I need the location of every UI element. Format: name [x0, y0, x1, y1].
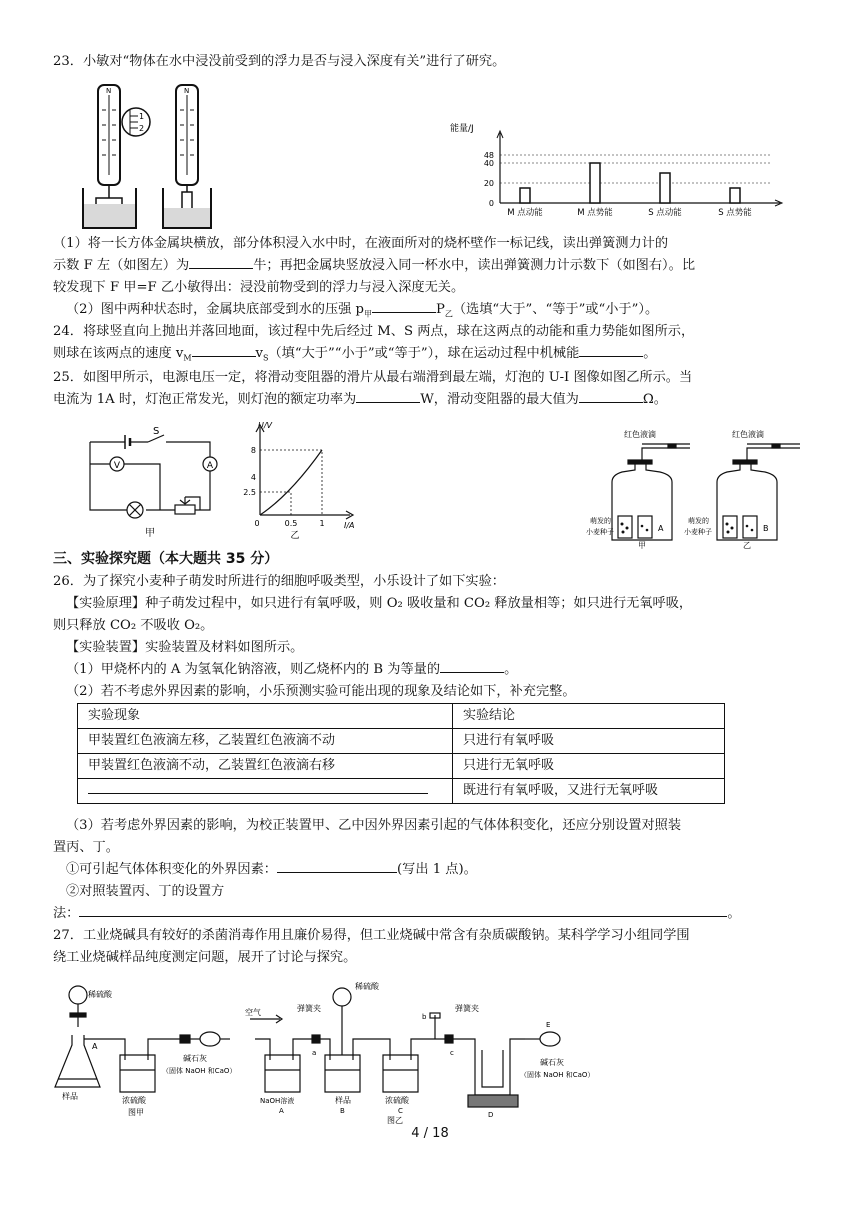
voltmeter-label: V: [113, 461, 121, 471]
seed-apparatus: [586, 430, 820, 550]
ui-xtick: 0: [254, 519, 260, 528]
table-cell: 只进行无氧呼吸: [453, 754, 725, 779]
q27-line2: 绕工业烧碱样品纯度测定问题，展开了讨论与探究。: [53, 950, 357, 965]
ammeter-label: A: [206, 461, 214, 471]
ui-graph: [240, 420, 370, 540]
svg-text:弹簧夹: 弹簧夹: [297, 1004, 321, 1013]
ui-xtick: 0.5: [284, 519, 298, 528]
scale-unit-label: N: [106, 87, 112, 95]
q26-sub2-answer: 法： 。: [53, 906, 741, 921]
energy-bar: [590, 163, 600, 203]
air-label: 空气: [245, 1008, 261, 1017]
svg-text:B: B: [340, 1107, 345, 1115]
svg-text:2: 2: [139, 124, 145, 133]
seed-caption-a: 甲: [638, 541, 646, 550]
purity-apparatus-figure: [50, 975, 810, 1125]
q23-stem: 23．小敏对“物体在水中浸没前受到的浮力是否与浸入深度有关”进行了研究。: [53, 54, 506, 69]
switch-label: S: [153, 426, 160, 437]
sample-label: 样品: [62, 1092, 78, 1101]
energy-category-label: S 点势能: [718, 208, 752, 218]
energy-category-label: M 点势能: [577, 208, 613, 218]
q26-sub1: ①可引起气体体积变化的外界因素： (写出 1 点)。: [66, 862, 477, 877]
svg-text:E: E: [546, 1021, 551, 1029]
beaker-a-label: A: [658, 524, 664, 533]
q25-line1: 25．如图甲所示，电源电压一定，将滑动变阻器的滑片从最右端滑到最左端，灯泡的 U-I 图像如图乙所示。当: [53, 370, 693, 385]
table-header-cell: 实验现象: [78, 704, 453, 729]
energy-ytick: 40: [483, 159, 494, 168]
svg-text:浓硫酸: 浓硫酸: [122, 1096, 146, 1105]
fig-a-caption: 图甲: [128, 1108, 144, 1117]
left-spring-scale: [83, 85, 136, 228]
table-header-row: [78, 704, 725, 729]
answer-blank[interactable]: [579, 390, 643, 403]
svg-text:（固体 NaOH 和CaO）: （固体 NaOH 和CaO）: [162, 1067, 237, 1075]
energy-bar: [730, 188, 740, 203]
answer-blank[interactable]: [277, 860, 397, 873]
answer-blank[interactable]: [440, 660, 504, 673]
naoh-label: NaOH溶液: [260, 1097, 295, 1105]
q26-principle-1: 【实验原理】种子萌发过程中，如只进行有氧呼吸，则 O₂ 吸收量和 CO₂ 释放量相等；如只进行无氧呼吸，: [66, 596, 693, 611]
drop-label: 红色液滴: [732, 430, 764, 439]
table-cell: [78, 779, 453, 804]
q26-part3-line1: （3）若考虑外界因素的影响，为校正装置甲、乙中因外界因素引起的气体体积变化，还应分别设置对照装: [66, 818, 682, 833]
q24-line1: 24．将球竖直向上抛出并落回地面，该过程中先后经过 M、S 两点，球在这两点的动能和重力势能如图所示，: [53, 324, 695, 339]
energy-bar-chart: [445, 124, 790, 228]
svg-text:A: A: [92, 1042, 98, 1051]
q26-device: 【实验装置】实验装置及材料如图所示。: [66, 640, 304, 655]
ui-xtick: 1: [319, 519, 325, 528]
energy-bar: [520, 188, 530, 203]
energy-bar: [660, 173, 670, 203]
table-cell: 甲装置红色液滴左移，乙装置红色液滴不动: [78, 729, 453, 754]
svg-text:弹簧夹: 弹簧夹: [455, 1004, 479, 1013]
svg-text:c: c: [450, 1049, 454, 1057]
q26-part3-line2: 置丙、丁。: [53, 840, 119, 855]
q26-stem: 26．为了探究小麦种子萌发时所进行的细胞呼吸类型，小乐设计了如下实验：: [53, 574, 505, 589]
svg-text:浓硫酸: 浓硫酸: [385, 1096, 409, 1105]
circuit-diagram: [80, 422, 240, 542]
svg-text:（固体 NaOH 和CaO）: （固体 NaOH 和CaO）: [520, 1071, 595, 1079]
q23-part1-line1: （1）将一长方体金属块横放，部分体积浸入水中时，在液面所对的烧杯壁作一标记线，读出弹簧测力计的: [53, 236, 669, 251]
page-number: 4 / 18: [411, 1126, 449, 1141]
svg-text:碱石灰: 碱石灰: [540, 1058, 564, 1067]
q24-line2: 则球在该两点的速度 $v_M$ $v_S$（填“大于”“小于”或“等于”），球在运动过程中机械能 。: [53, 346, 657, 363]
acid-label: 稀硫酸: [88, 990, 112, 999]
table-row: [78, 779, 725, 804]
svg-text:萌发的: 萌发的: [590, 517, 611, 525]
svg-text:N: N: [184, 87, 190, 95]
drop-label: 红色液滴: [624, 430, 656, 439]
q26-part1: （1）甲烧杯内的 A 为氢氧化钠溶液，则乙烧杯内的 B 为等量的 。: [66, 662, 518, 677]
q23-part2: （2）图中两种状态时，金属块底部受到水的压强 $p_甲$ $P_乙$（选填“大于”、“等于”或“小于”）。: [66, 302, 659, 319]
energy-ytick: 20: [483, 179, 494, 188]
svg-text:a: a: [312, 1049, 317, 1057]
table-row: [78, 729, 725, 754]
svg-text:稀硫酸: 稀硫酸: [355, 982, 379, 991]
energy-ytick: 48: [483, 151, 494, 160]
svg-text:1: 1: [139, 112, 145, 121]
q23-part1-line2: 示数 F 左（如图左）为 牛；再把金属块竖放浸入同一杯水中，读出弹簧测力计示数下（如图右）。比: [53, 258, 696, 273]
ui-caption: 乙: [290, 531, 300, 541]
answer-blank[interactable]: [356, 390, 420, 403]
section-title: 三、实验探究题（本大题共 35 分）: [53, 551, 279, 567]
fig-b-caption: 图乙: [387, 1116, 403, 1125]
table-header-cell: 实验结论: [453, 704, 725, 729]
table-cell: 甲装置红色液滴不动，乙装置红色液滴右移: [78, 754, 453, 779]
experiment-table: [77, 703, 725, 804]
right-spring-scale: [163, 85, 211, 228]
answer-blank[interactable]: [192, 344, 256, 357]
ui-ytick: 4: [250, 473, 256, 482]
svg-text:碱石灰: 碱石灰: [183, 1054, 207, 1063]
q26-sub2: ②对照装置丙、丁的设置方: [66, 884, 225, 899]
answer-blank[interactable]: [579, 344, 643, 357]
q23-part1-line3: 较发现下 F 甲=F 乙小敏得出：浸没前物受到的浮力与浸入深度无关。: [53, 280, 465, 295]
ui-ytick: 8: [250, 446, 256, 455]
answer-blank[interactable]: [79, 904, 727, 917]
energy-ytick: 0: [488, 199, 494, 208]
answer-blank[interactable]: [189, 256, 253, 269]
seed-caption-b: 乙: [743, 541, 751, 550]
svg-text:小麦种子: 小麦种子: [684, 528, 712, 536]
table-row: [78, 754, 725, 779]
table-cell: 既进行有氧呼吸，又进行无氧呼吸: [453, 779, 725, 804]
ui-ylabel: U/V: [257, 421, 272, 430]
answer-blank[interactable]: [88, 781, 428, 794]
beaker-b-label: B: [763, 524, 769, 533]
svg-text:D: D: [488, 1111, 494, 1119]
svg-text:C: C: [398, 1107, 403, 1115]
q26-principle-2: 则只释放 CO₂ 不吸收 O₂。: [53, 618, 214, 633]
energy-ylabel: 能量/J: [450, 124, 474, 134]
svg-text:b: b: [422, 1013, 427, 1021]
energy-category-label: S 点动能: [648, 208, 682, 218]
q26-part2: （2）若不考虑外界因素的影响，小乐预测实验可能出现的现象及结论如下，补充完整。: [66, 684, 576, 699]
energy-category-label: M 点动能: [507, 208, 543, 218]
circuit-caption: 甲: [145, 528, 155, 539]
svg-text:A: A: [279, 1107, 284, 1115]
q27-line1: 27．工业烧碱具有较好的杀菌消毒作用且廉价易得，但工业烧碱中常含有杂质碳酸钠。某科学学习小组同学围: [53, 928, 690, 943]
svg-text:样品: 样品: [335, 1096, 351, 1105]
q25-line2: 电流为 1A 时，灯泡正常发光，则灯泡的额定功率为 W，滑动变阻器的最大值为 Ω。: [53, 392, 667, 407]
svg-text:萌发的: 萌发的: [688, 517, 709, 525]
answer-blank[interactable]: [372, 300, 436, 313]
ui-ytick: 2.5: [243, 488, 256, 497]
spring-scale-figure: [78, 80, 218, 230]
svg-text:小麦种子: 小麦种子: [586, 528, 614, 536]
ui-xlabel: I/A: [344, 521, 355, 530]
magnifier-inset: [122, 108, 150, 136]
table-cell: 只进行有氧呼吸: [453, 729, 725, 754]
